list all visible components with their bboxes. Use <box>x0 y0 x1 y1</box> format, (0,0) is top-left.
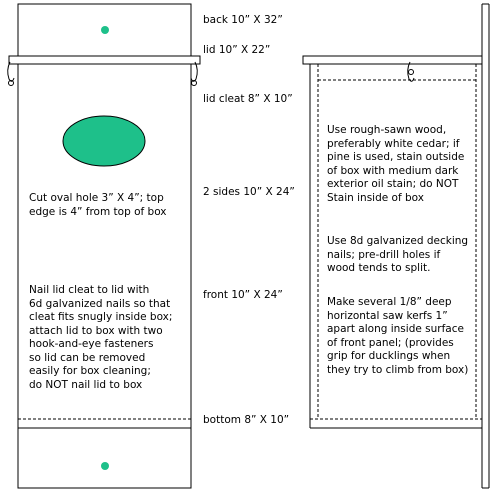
sides-dimension-label: 2 sides 10” X 24” <box>203 186 295 198</box>
lid-left-view <box>9 56 200 64</box>
lid-dimension-label: lid 10” X 22” <box>203 44 271 56</box>
lid-cleat-note: Nail lid cleat to lid with 6d galvanized nails so that cleat fits snugly inside box; attach lid to box with two hook-and-eye fasteners so lid can be removed easily for box cleaning; do NOT nail lid to box <box>29 284 173 391</box>
bottom-mounting-hole <box>101 462 109 470</box>
oval-entrance-hole <box>63 116 145 166</box>
bottom-dimension-label: bottom 8” X 10” <box>203 414 290 426</box>
eye-fastener-side <box>409 70 414 75</box>
wood-note: Use rough-sawn wood, preferably white cedar; if pine is used, stain outside of box with medium dark exterior oil stain; do NOT Stain inside of box <box>327 124 465 204</box>
saw-kerf-note: Make several 1/8” deep horizontal saw kerfs 1” apart along inside surface of front panel; (provides grip for ducklings when they try to climb from box) <box>327 296 469 376</box>
hook-fastener-right <box>191 62 197 81</box>
nail-note: Use 8d galvanized decking nails; pre-drill holes if wood tends to split. <box>327 235 469 274</box>
hook-fastener-left <box>8 62 14 81</box>
lid-cleat-dimension-label: lid cleat 8” X 10” <box>203 93 293 105</box>
front-dimension-label: front 10” X 24” <box>203 289 283 301</box>
lid-side-view <box>303 56 482 64</box>
back-dimension-label: back 10” X 32” <box>203 14 283 26</box>
oval-hole-note: Cut oval hole 3” X 4”; top edge is 4” from top of box <box>29 192 167 218</box>
top-mounting-hole <box>101 26 109 34</box>
